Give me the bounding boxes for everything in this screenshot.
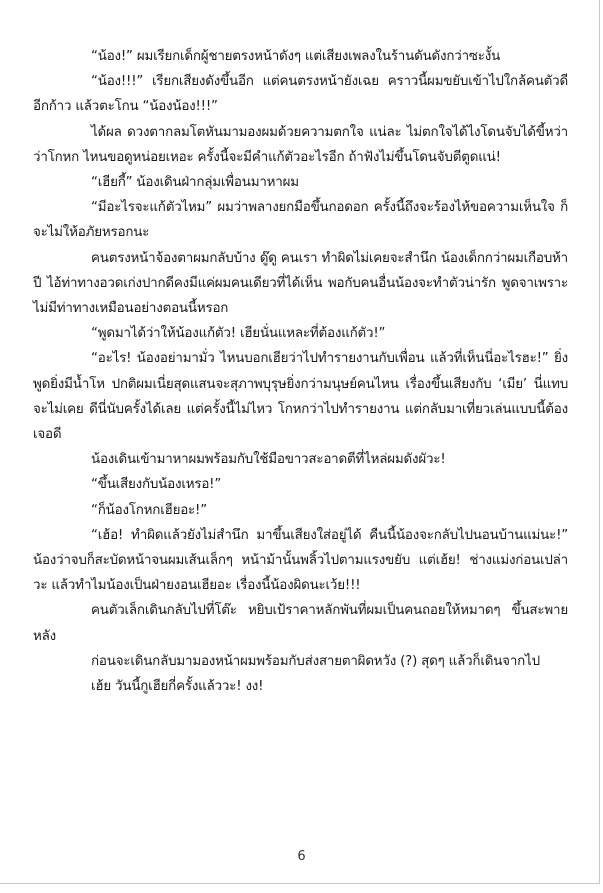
page-edge-bottom xyxy=(0,883,600,884)
paragraph: “เฮ้อ! ทำผิดแล้วยังไม่สำนึก มาขึ้นเสียงใส่อยู่ได้ คืนนี้น้องจะกลับไปนอนบ้านแม่นะ!” น้องว่าจบก็สะบัดหน้าจนผมเส้นเล็กๆ หน้าม้านั้นพลิ้วไปตามแรงขยับ แต่เฮ้ย! ช่างแม่งก่อนเปล่าวะ แล้วทำไมน้องเป็นฝ่ายงอนเฮียอะ เรื่องนี้น้องผิดนะเว้ย!!! xyxy=(33,527,568,594)
paragraph: “น้อง!!!” เรียกเสียงดังขึ้นอีก แต่คนตรงหน้ายังเฉย คราวนี้ผมขยับเข้าไปใกล้คนตัวดีอีกก้าว แล้วตะโกน “น้องน้อง!!!” xyxy=(33,74,568,115)
paragraph: “น้อง!” ผมเรียกเด็กผู้ชายตรงหน้าดังๆ แต่เสียงเพลงในร้านดันดังกว่าซะงั้น xyxy=(91,49,501,64)
paragraph: น้องเดินเข้ามาหาผมพร้อมกับใช้มือขาวสะอาดตีที่ไหล่ผมดังผัวะ! xyxy=(91,452,446,468)
paragraph: “พูดมาได้ว่าให้น้องแก้ตัว! เฮียนั่นแหละที่ต้องแก้ตัว!” xyxy=(91,326,386,342)
paragraph: ก่อนจะเดินกลับมามองหน้าผมพร้อมกับส่งสายตาผิดหวัง (?) สุดๆ แล้วก็เดินจากไป xyxy=(91,653,540,669)
paragraph: “ก็น้องโกหกเฮียอะ!” xyxy=(91,502,207,518)
paragraph: “เฮียกี้” น้องเดินฝ่ากลุ่มเพื่อนมาหาผม xyxy=(91,175,299,191)
paragraph: “ขึ้นเสียงกับน้องเหรอ!” xyxy=(91,477,222,493)
body-text xyxy=(33,44,568,699)
paragraph: ได้ผล ดวงตากลมโตหันมามองผมด้วยความตกใจ แน่ละ ไม่ตกใจได้ไงโดนจับได้ขี้หว่าว่าโกหก ไหนขอดูหน่อยเหอะ ครั้งนี้จะมีคำแก้ตัวอะไรอีก ถ้าฟังไม่ขึ้นโดนจับตีตูดแน่! xyxy=(33,124,568,165)
page-edge-right xyxy=(599,0,600,883)
page-number: 6 xyxy=(297,849,306,864)
paragraph: “อะไร! น้องอย่ามามั่ว ไหนบอกเฮียว่าไปทำรายงานกับเพื่อน แล้วที่เห็นนี่อะไรฮะ!” ยิ่งพูดยิ่งมีน้ำโห ปกติผมเนี่ยสุดแสนจะสุภาพบุรุษยิ่งกว่ามนุษย์คนไหน เรื่องขึ้นเสียงกับ ‘เมีย’ นี่แทบจะไม่เคย ดีนี่นับครั้งได้เลย แต่ครั้งนี้ไม่ไหว โกหกว่าไปทำรายงาน แต่กลับมาเที่ยวเล่นแบบนี้ต้องเจอดี xyxy=(33,351,568,443)
paragraph: เฮ้ย วันนี้กูเฮียกี่ครั้งแล้ววะ! งง! xyxy=(91,679,264,695)
paragraph: คนตัวเล็กเดินกลับไปที่โต๊ะ หยิบเป้ราคาหลักพันที่ผมเป็นคนถอยให้หมาดๆ ขึ้นสะพายหลัง xyxy=(33,603,568,644)
paragraph: คนตรงหน้าจ้องตาผมกลับบ้าง ดู๊ดู คนเรา ทำผิดไม่เคยจะสำนึก น้องเด็กกว่าผมเกือบห้าปี ไอ้ท่าทางอวดเก่งปากดีคงมีแค่ผมคนเดียวที่ได้เห็น พอกับคนอื่นน้องจะทำตัวน่ารัก พูดจาเพราะ ไม่มีท่าทางเหมือนอย่างตอนนี้หรอก xyxy=(33,250,568,317)
paragraph: “มีอะไรจะแก้ตัวไหม” ผมว่าพลางยกมือขึ้นกอดอก ครั้งนี้ถึงจะร้องไห้ขอความเห็นใจ ก็จะไม่ให้อภัยหรอกนะ xyxy=(33,200,568,241)
